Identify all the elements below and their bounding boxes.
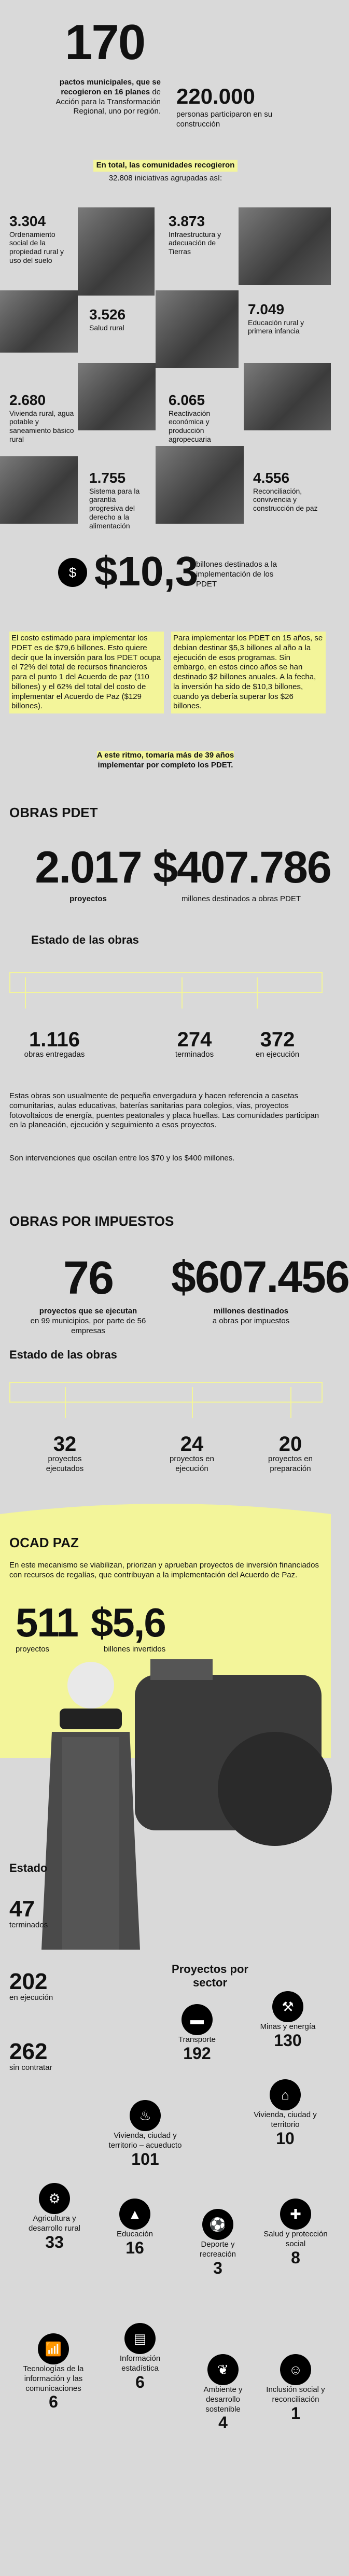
sector-transporte-num: 192 bbox=[183, 2043, 211, 2063]
sector-acueducto-label: Vivienda, ciudad y territorio – acueducto bbox=[108, 2131, 182, 2150]
sector-inclusion-num: 1 bbox=[291, 2403, 300, 2423]
pdet-tick-2 bbox=[182, 977, 183, 1009]
sector-agricultura-num: 33 bbox=[45, 2232, 64, 2251]
tile-6-num: 6.065 bbox=[169, 392, 205, 408]
sector-deporte bbox=[184, 2209, 252, 2276]
sector-acueducto bbox=[104, 2100, 187, 2167]
pdet-paragraph-2: Son intervenciones que oscilan entre los $70 y los $400 millones. bbox=[9, 1154, 235, 1163]
sector-inclusion-label: Inclusión social y reconciliación bbox=[266, 2385, 325, 2404]
imp-estado-title: Estado de las obras bbox=[9, 1348, 117, 1361]
ocad-estado-1-num: 47 bbox=[9, 1896, 35, 1922]
pdet-estado-3-label: en ejecución bbox=[255, 1050, 300, 1059]
sector-transporte-label: Transporte bbox=[178, 2035, 216, 2044]
tile-6-label: Reactivación económica y producción agropecuaria bbox=[169, 409, 211, 443]
ocad-title: OCAD PAZ bbox=[9, 1535, 79, 1550]
ocad-description: En este mecanismo se viabilizan, priorizan y aprueban proyectos de inversión financiados con recursos de regalías, que contribuyan a la implementación del Acuerdo de Paz. bbox=[9, 1561, 319, 1579]
sector-ambiente-label: Ambiente y desarrollo sostenible bbox=[203, 2385, 243, 2414]
ocad-estado-3 bbox=[9, 2040, 52, 2073]
pactos-text-c: de Acción para la Transformación Regional, uno por región. bbox=[55, 87, 161, 116]
imp-tick-3 bbox=[290, 1387, 291, 1418]
billones-text: billones destinados a la implementación de los PDET bbox=[196, 560, 277, 589]
sector-acueducto-num: 101 bbox=[131, 2149, 159, 2168]
sector-educacion-num: 16 bbox=[125, 2238, 144, 2257]
sector-minas bbox=[249, 1991, 327, 2049]
imp-estado-3 bbox=[257, 1434, 324, 1474]
sector-educacion-label: Educación bbox=[116, 2230, 153, 2238]
sector-estadistica-label: Información estadística bbox=[119, 2354, 161, 2373]
ocad-estado-title: Estado bbox=[9, 1861, 48, 1874]
ocad-proyectos-label: proyectos bbox=[16, 1645, 50, 1654]
pdet-estado-2-num: 274 bbox=[177, 1028, 212, 1051]
iniciativas-subtitle: 32.808 iniciativas agrupadas así: bbox=[108, 173, 222, 183]
tile-3 bbox=[89, 306, 151, 332]
obras-impuestos-title: OBRAS POR IMPUESTOS bbox=[9, 1213, 174, 1229]
pickaxe-icon: ⚒ bbox=[272, 1991, 303, 2022]
obras-pdet-title: OBRAS PDET bbox=[9, 805, 98, 820]
photo-field bbox=[244, 363, 331, 430]
tile-4-label: Educación rural y primera infancia bbox=[248, 318, 304, 335]
tile-7-label: Sistema para la garantía progresiva del derecho a la alimentación bbox=[89, 486, 140, 530]
tile-8-label: Reconciliación, convivencia y construcción de paz bbox=[253, 486, 318, 513]
pdet-proyectos-number: 2.017 bbox=[35, 843, 142, 892]
pdet-paragraph-1: Estas obras son usualmente de pequeña envergadura y hacen referencia a casetas comunitarias, aulas educativas, baterías sanitarias para colegios, vías, proyectos fotovoltaicos de energía, puentes peatonales y placa huellas. Las comunidades participan en la planeación, ejecución y seguimiento a esos proyectos. bbox=[9, 1091, 319, 1130]
imp-proyectos-label-b: en 99 municipios, por parte de 56 empresas bbox=[30, 1316, 146, 1335]
sector-title: Proyectos por sector bbox=[172, 1963, 248, 1989]
imp-millones-number: $607.456 bbox=[171, 1252, 349, 1302]
ocad-estado-1-label: terminados bbox=[9, 1921, 48, 1929]
pdet-estado-title: Estado de las obras bbox=[31, 933, 139, 946]
pdet-millones-label: millones destinados a obras PDET bbox=[181, 894, 301, 903]
tractor-icon: ⚙ bbox=[39, 2183, 70, 2214]
tile-5 bbox=[9, 391, 76, 444]
ocad-estado-2 bbox=[9, 1970, 53, 2003]
tile-7 bbox=[89, 469, 151, 530]
imp-estado-3-label: proyectos en preparación bbox=[268, 1454, 313, 1473]
personas-number: 220.000 bbox=[176, 84, 255, 108]
sector-estadistica-num: 6 bbox=[135, 2372, 145, 2391]
photo-houses bbox=[78, 363, 156, 430]
sector-tic-num: 6 bbox=[49, 2392, 58, 2412]
ocad-billones-number: $5,6 bbox=[91, 1600, 165, 1645]
tile-1 bbox=[9, 213, 76, 265]
photo-cattle bbox=[156, 290, 239, 368]
pdet-estado-1-num: 1.116 bbox=[29, 1028, 80, 1051]
signal-tower-icon: 📶 bbox=[38, 2333, 69, 2364]
tile-3-num: 3.526 bbox=[89, 306, 126, 323]
sector-salud-num: 8 bbox=[291, 2248, 300, 2267]
pdet-estado-1-label: obras entregadas bbox=[24, 1050, 85, 1059]
photo-child bbox=[0, 290, 78, 353]
document-icon: ▤ bbox=[124, 2323, 156, 2354]
sector-deporte-label: Deporte y recreación bbox=[199, 2240, 236, 2259]
ocad-estado-2-num: 202 bbox=[9, 1969, 48, 1994]
pactos-text-b: recogieron en 16 planes bbox=[61, 87, 150, 96]
people-icon: ☺ bbox=[280, 2354, 311, 2385]
imp-estado-1-num: 32 bbox=[53, 1433, 77, 1455]
tile-1-num: 3.304 bbox=[9, 213, 46, 229]
ocad-yellow-band bbox=[0, 1493, 331, 1571]
pdet-estado-3 bbox=[239, 1029, 316, 1060]
photo-gathering bbox=[156, 446, 244, 524]
billones-amount: $10,3 bbox=[94, 548, 199, 594]
costo-right-text: Para implementar los PDET en 15 años, se debían destinar $5,3 billones al año a la ejecución de esos programas. Sin embargo, en estos cinco años se han destinado $2 billones anuales. A la fecha, la inversión ha sido de $10,3 billones, cuando ya debería superar los $26 billones. bbox=[171, 632, 326, 713]
sector-ambiente-num: 4 bbox=[218, 2413, 228, 2432]
sector-tic bbox=[9, 2333, 97, 2410]
sector-transporte bbox=[156, 2004, 239, 2062]
bus-icon: ▬ bbox=[182, 2004, 213, 2035]
sector-estadistica bbox=[106, 2323, 174, 2390]
ocad-estado-1 bbox=[9, 1898, 48, 1930]
sector-tic-label: Tecnologías de la información y las comunicaciones bbox=[23, 2364, 84, 2393]
iniciativas-title: En total, las comunidades recogieron bbox=[93, 160, 238, 172]
pdet-proyectos-label: proyectos bbox=[69, 894, 107, 903]
conclusion-line-b: implementar por completo los PDET. bbox=[97, 760, 233, 769]
imp-millones-label-b: a obras por impuestos bbox=[212, 1316, 290, 1325]
imp-estado-1 bbox=[31, 1434, 99, 1474]
pdet-estado-1 bbox=[16, 1029, 93, 1060]
tile-1-label: Ordenamiento social de la propiedad rural y uso del suelo bbox=[9, 230, 64, 264]
tile-8 bbox=[253, 469, 326, 513]
soccer-ball-icon: ⚽ bbox=[202, 2209, 233, 2240]
imp-estado-bar bbox=[9, 1382, 323, 1403]
imp-millones-label-a: millones destinados bbox=[213, 1307, 289, 1315]
house-icon: ⌂ bbox=[270, 2079, 301, 2110]
photo-road bbox=[239, 207, 331, 285]
imp-tick-2 bbox=[192, 1387, 193, 1418]
pactos-text-a: pactos municipales, que se bbox=[59, 78, 161, 87]
pactos-text bbox=[36, 78, 161, 117]
tile-8-num: 4.556 bbox=[253, 470, 290, 486]
sector-salud-label: Salud y protección social bbox=[263, 2230, 328, 2248]
sector-vivienda-label: Vivienda, ciudad y territorio bbox=[254, 2110, 317, 2129]
sector-inclusion bbox=[262, 2354, 329, 2421]
ocad-estado-2-label: en ejecución bbox=[9, 1993, 53, 2002]
leaf-icon: ❦ bbox=[207, 2354, 239, 2385]
imp-estado-2-num: 24 bbox=[180, 1433, 204, 1455]
sector-salud bbox=[262, 2199, 329, 2266]
pdet-millones-number: $407.786 bbox=[153, 843, 331, 892]
pdet-estado-2 bbox=[156, 1029, 233, 1060]
costo-left-text: El costo estimado para implementar los PDET es de $79,6 billones. Esto quiere decir que la inversión para los PDET ocupa el 72% del total de recursos financieros para el punto 1 del Acuerdo de paz (110 billones) y el 62% del total del costo de implementar el Acuerdo de Paz ($129 billones). bbox=[9, 632, 164, 713]
photo-market bbox=[0, 456, 78, 524]
pdet-tick-1 bbox=[25, 977, 26, 1009]
ocad-estado-3-num: 262 bbox=[9, 2039, 48, 2064]
tile-3-label: Salud rural bbox=[89, 323, 124, 332]
tile-5-num: 2.680 bbox=[9, 392, 46, 408]
personas-text: personas participaron en su construcción bbox=[176, 110, 273, 129]
imp-millones-label bbox=[171, 1307, 331, 1326]
costo-conclusion bbox=[31, 751, 300, 771]
ocad-proyectos-number: 511 bbox=[16, 1600, 78, 1645]
conclusion-line-a: A este ritmo, tomaría más de 39 años bbox=[96, 751, 234, 760]
imp-proyectos-number: 76 bbox=[63, 1252, 114, 1304]
tile-6 bbox=[169, 391, 241, 444]
imp-proyectos-label bbox=[21, 1307, 156, 1336]
ocad-billones-label: billones invertidos bbox=[104, 1645, 166, 1654]
graduation-cap-icon: ▲ bbox=[119, 2199, 150, 2230]
sector-ambiente bbox=[189, 2354, 257, 2431]
iniciativas-header bbox=[31, 160, 300, 184]
tile-2-num: 3.873 bbox=[169, 213, 205, 229]
sector-minas-num: 130 bbox=[274, 2031, 302, 2050]
photo-rural-people bbox=[78, 207, 155, 296]
sector-vivienda-num: 10 bbox=[276, 2129, 295, 2148]
pdet-tick-3 bbox=[257, 977, 258, 1009]
imp-estado-1-label: proyectos ejecutados bbox=[46, 1454, 84, 1473]
tile-5-label: Vivienda rural, agua potable y saneamiento básico rural bbox=[9, 409, 74, 443]
tile-4-num: 7.049 bbox=[248, 301, 285, 317]
sector-agricultura-label: Agricultura y desarrollo rural bbox=[28, 2214, 81, 2233]
pdet-estado-bar bbox=[9, 972, 323, 993]
faucet-icon: ♨ bbox=[130, 2100, 161, 2131]
tile-4 bbox=[248, 301, 326, 335]
tile-2 bbox=[169, 213, 236, 256]
sector-vivienda bbox=[244, 2079, 327, 2147]
health-cross-icon: ✚ bbox=[280, 2199, 311, 2230]
worker-roller-image bbox=[31, 1659, 331, 1950]
sector-minas-label: Minas y energía bbox=[260, 2022, 316, 2031]
sector-agricultura bbox=[16, 2183, 93, 2250]
imp-proyectos-label-a: proyectos que se ejecutan bbox=[39, 1307, 137, 1315]
sector-educacion bbox=[101, 2199, 169, 2256]
money-bag-icon: $ bbox=[58, 558, 87, 587]
pdet-estado-2-label: terminados bbox=[175, 1050, 214, 1059]
tile-2-label: Infraestructura y adecuación de Tierras bbox=[169, 230, 221, 256]
imp-estado-2-label: proyectos en ejecución bbox=[170, 1454, 214, 1473]
imp-tick-1 bbox=[65, 1387, 66, 1418]
ocad-estado-3-label: sin contratar bbox=[9, 2063, 52, 2072]
imp-estado-2 bbox=[158, 1434, 226, 1474]
tile-7-num: 1.755 bbox=[89, 470, 126, 486]
imp-estado-3-num: 20 bbox=[278, 1433, 302, 1455]
pdet-estado-3-num: 372 bbox=[260, 1028, 295, 1051]
pactos-number: 170 bbox=[65, 15, 145, 70]
sector-deporte-num: 3 bbox=[213, 2258, 222, 2277]
